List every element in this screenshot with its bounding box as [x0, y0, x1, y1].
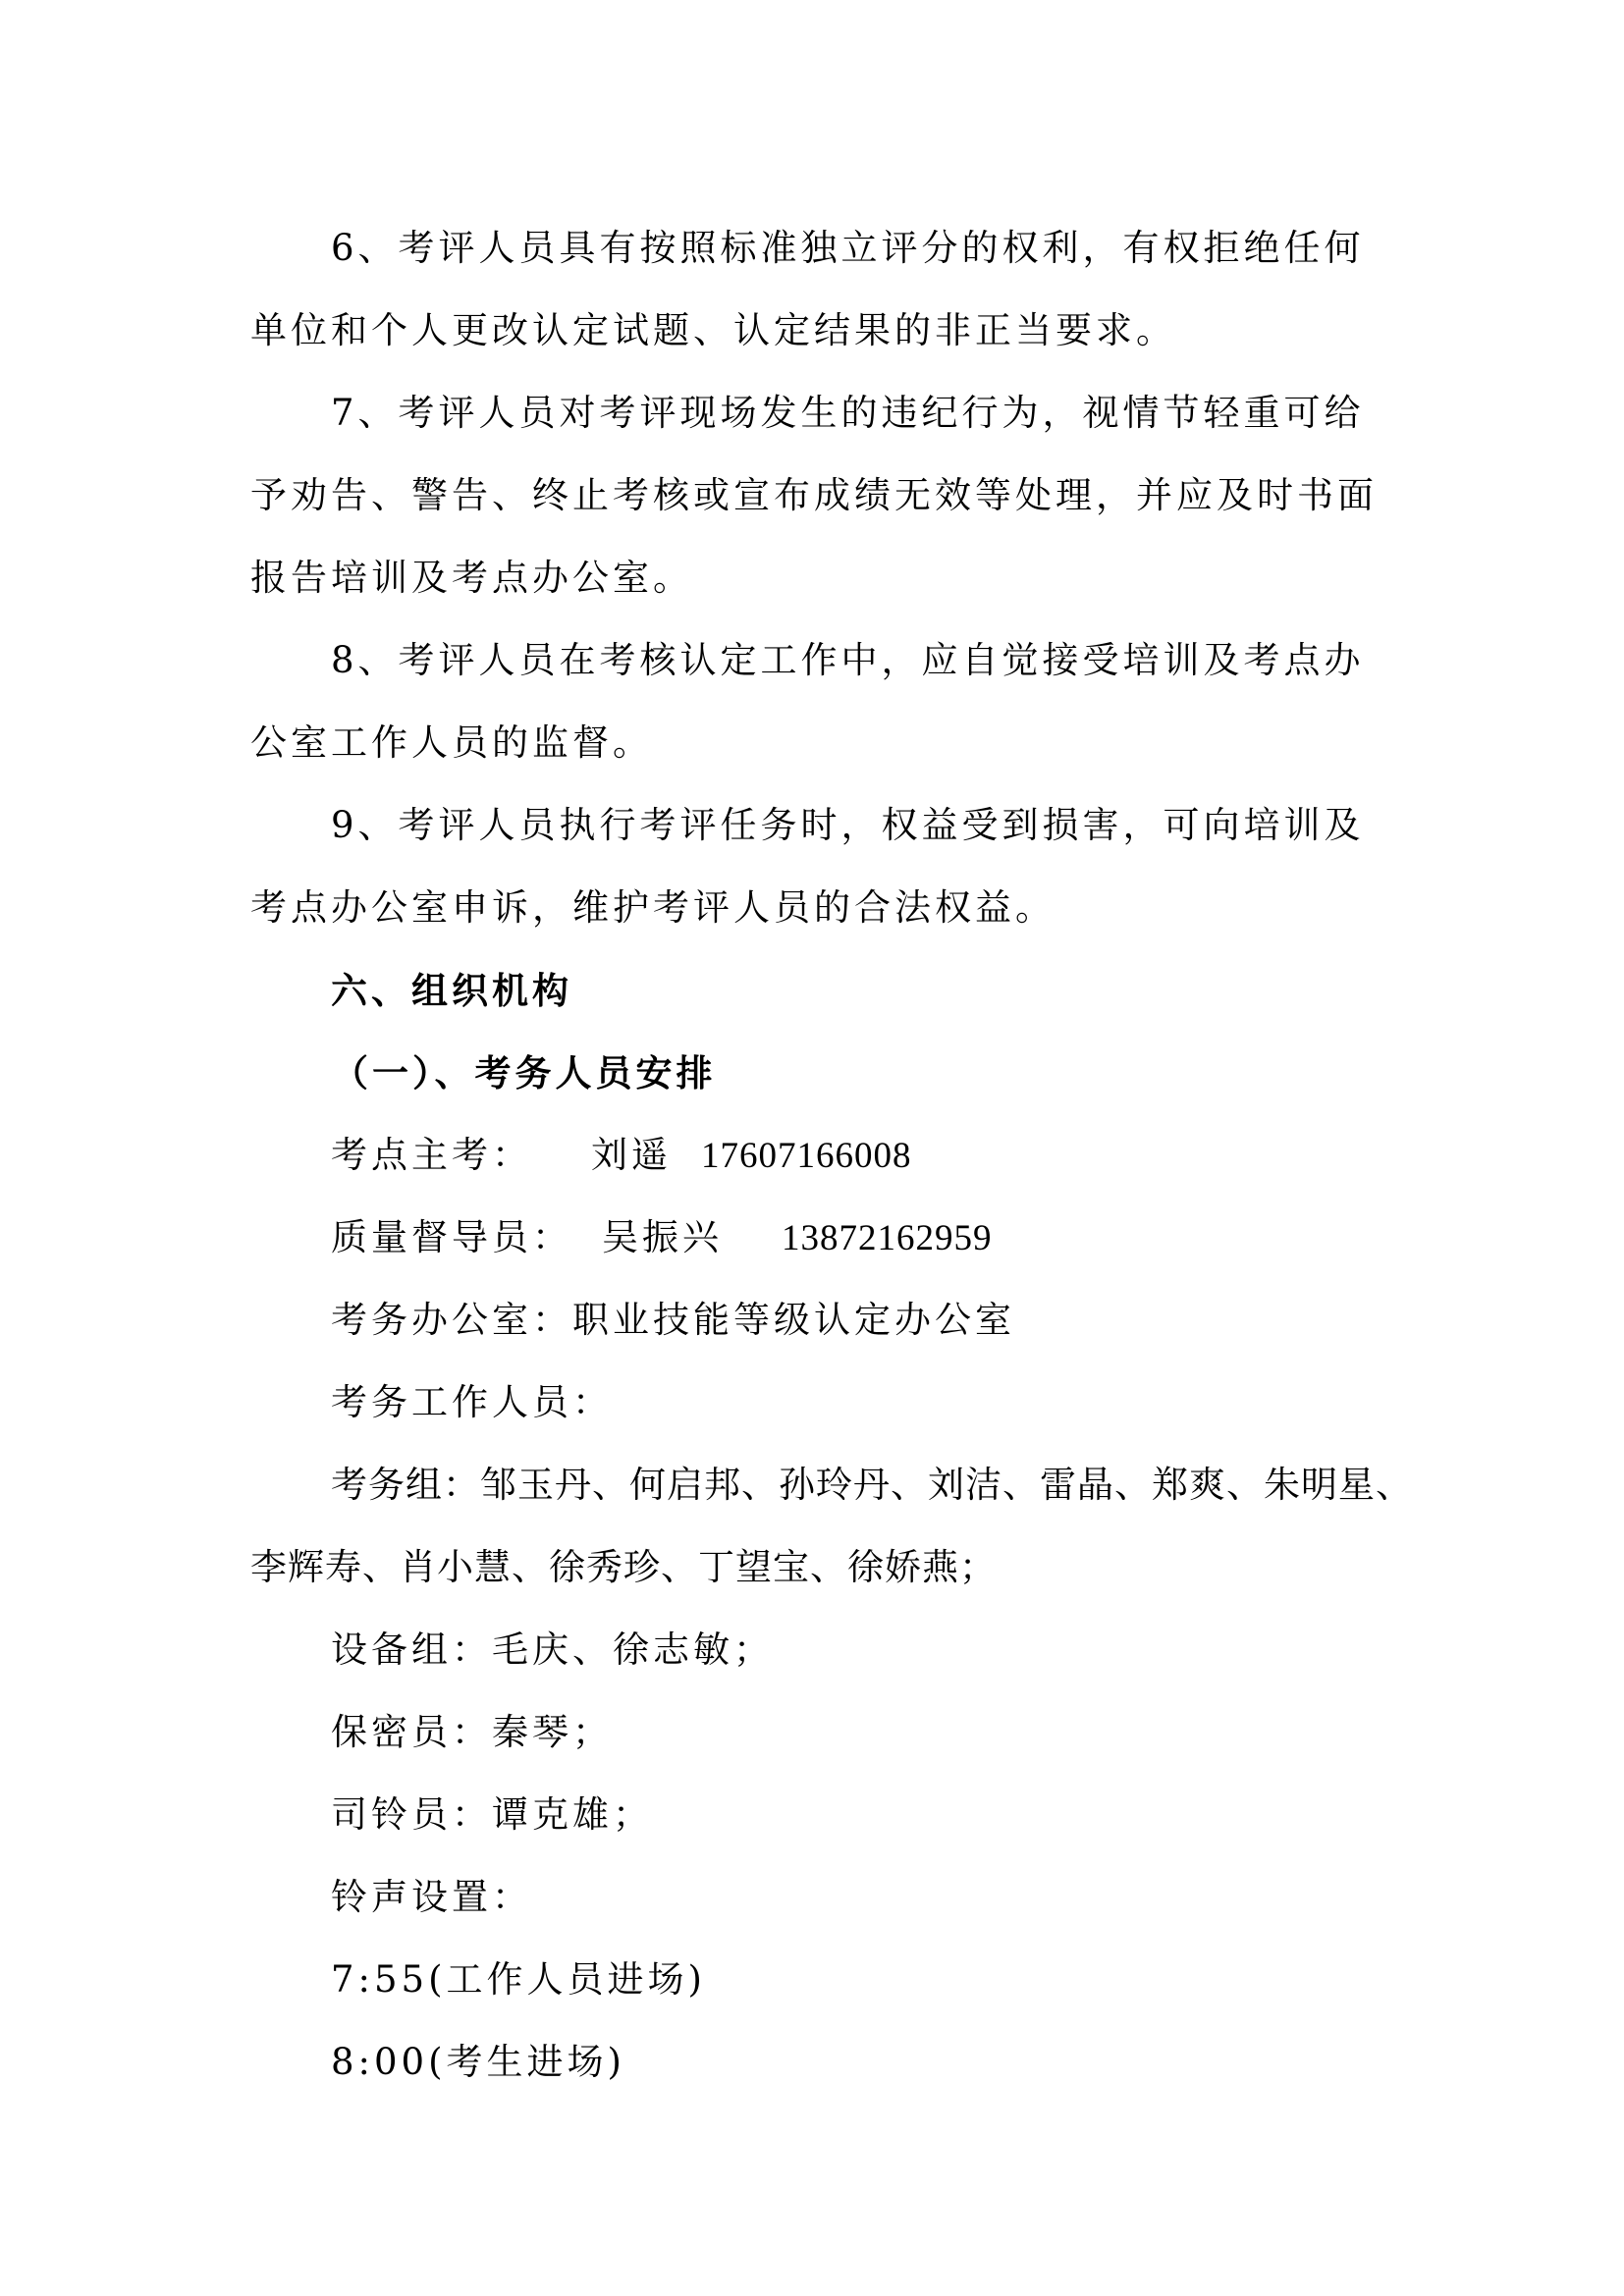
security-officer: 保密员：秦琴； [331, 1711, 613, 1753]
chief-examiner-label: 考点主考： [331, 1134, 532, 1176]
chief-examiner-phone: 17607166008 [701, 1136, 912, 1176]
section-title: 六、组织机构 [331, 969, 572, 1012]
item9-line1: 9、考评人员执行考评任务时，权益受到损害，可向培训及 [331, 804, 1365, 846]
equipment-group: 设备组：毛庆、徐志敏； [331, 1629, 774, 1671]
bell-time-1: 7:55(工作人员进场) [331, 1958, 706, 2001]
exam-office: 考务办公室：职业技能等级认定办公室 [331, 1299, 1015, 1341]
chief-examiner-name: 刘遥 [591, 1134, 672, 1176]
exam-group-line2: 李辉寿、肖小慧、徐秀珍、丁望宝、徐娇燕； [250, 1546, 997, 1588]
exam-group-line1: 考务组：邹玉丹、何启邦、孙玲丹、刘洁、雷晶、郑爽、朱明星、 [331, 1464, 1413, 1506]
exam-workers-label: 考务工作人员： [331, 1381, 613, 1423]
subsection-title: （一）、考务人员安排 [332, 1051, 717, 1095]
bell-operator: 司铃员：谭克雄； [331, 1793, 653, 1836]
bell-time-2: 8:00(考生进场) [331, 2041, 625, 2083]
item8-line1: 8、考评人员在考核认定工作中，应自觉接受培训及考点办 [331, 639, 1365, 681]
supervisor-phone: 13872162959 [782, 1218, 993, 1258]
supervisor-row [331, 1213, 993, 1262]
item6-line1: 6、考评人员具有按照标准独立评分的权利，有权拒绝任何 [331, 227, 1365, 269]
bell-settings-label: 铃声设置： [331, 1876, 532, 1918]
item8-line2: 公室工作人员的监督。 [250, 721, 653, 764]
chief-examiner-row [331, 1131, 912, 1180]
item7-line3: 报告培训及考点办公室。 [250, 557, 693, 599]
item7-line2: 予劝告、警告、终止考核或宣布成绩无效等处理，并应及时书面 [250, 474, 1378, 516]
supervisor-label: 质量督导员： [331, 1216, 572, 1258]
supervisor-name: 吴振兴 [602, 1216, 723, 1258]
item6-line2: 单位和个人更改认定试题、认定结果的非正当要求。 [250, 309, 1176, 351]
item9-line2: 考点办公室申诉，维护考评人员的合法权益。 [250, 886, 1056, 929]
item7-line1: 7、考评人员对考评现场发生的违纪行为，视情节轻重可给 [331, 392, 1365, 434]
